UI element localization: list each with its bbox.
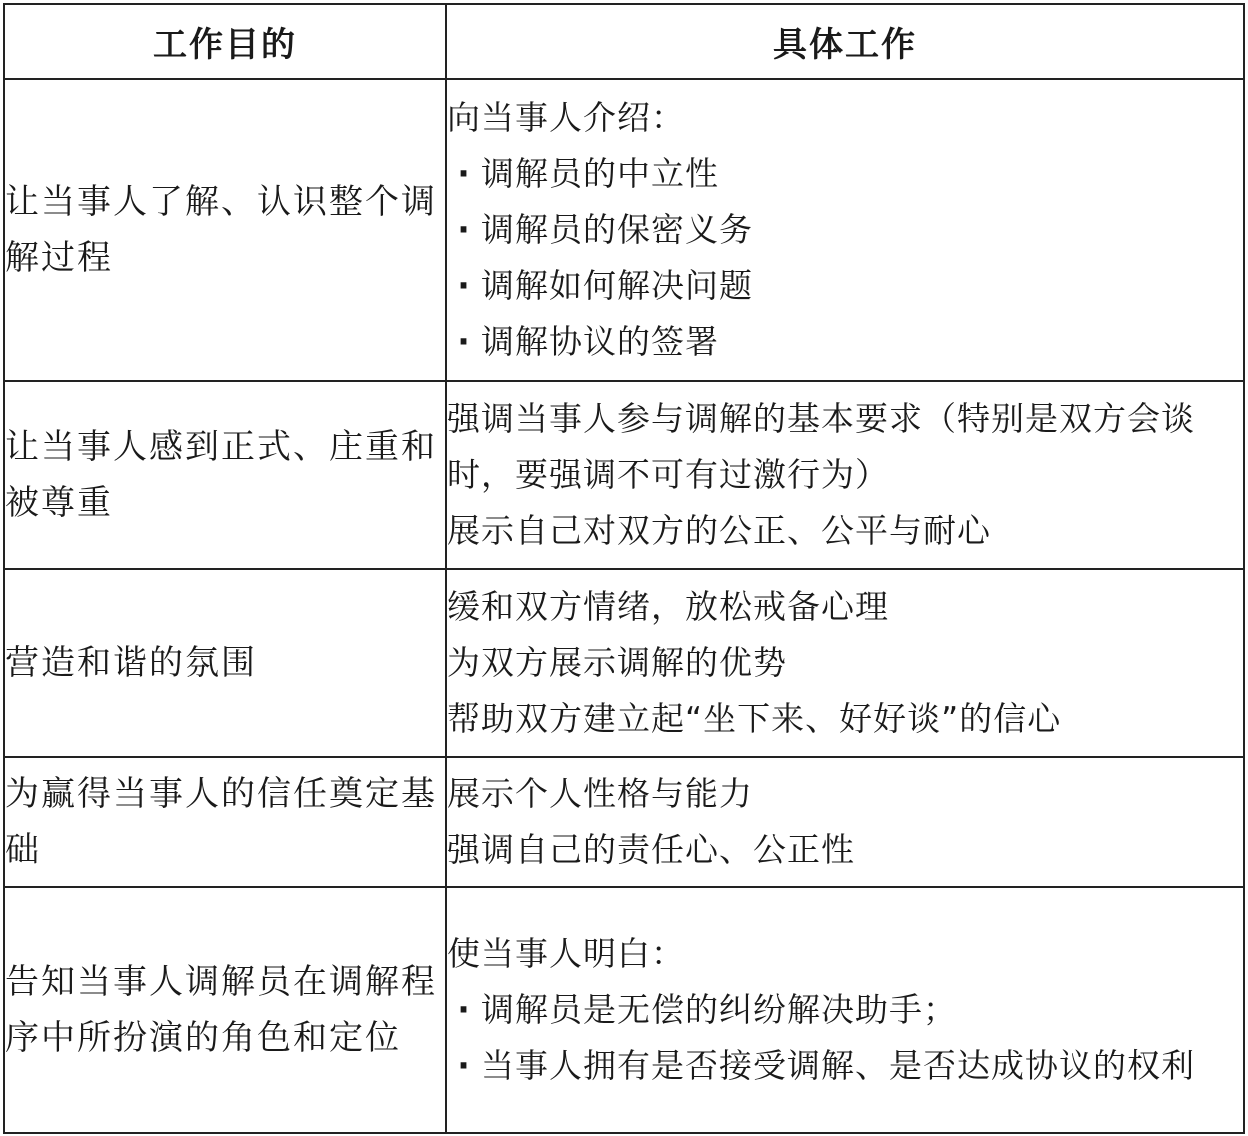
bullet-dot: ·	[457, 266, 471, 305]
table-row	[4, 569, 1244, 757]
table-row	[4, 381, 1244, 569]
work-line: 缓和双方情绪，放松戒备心理	[447, 587, 889, 626]
table-row	[4, 757, 1244, 887]
work-cell	[446, 887, 1244, 1133]
work-line: 为双方展示调解的优势	[447, 643, 787, 682]
bullet-text: 当事人拥有是否接受调解、是否达成协议的权利	[481, 1046, 1195, 1085]
header-purpose: 工作目的	[4, 4, 446, 79]
bullet-item	[447, 982, 1243, 1038]
table-row	[4, 887, 1244, 1133]
bullet-dot: ·	[457, 990, 471, 1029]
work-line: 向当事人介绍：	[447, 98, 685, 137]
bullet-dot: ·	[457, 210, 471, 249]
bullet-item	[447, 258, 1243, 314]
purpose-cell: 让当事人感到正式、庄重和被尊重	[4, 381, 446, 569]
bullet-dot: ·	[457, 154, 471, 193]
bullet-item	[447, 314, 1243, 370]
bullet-item	[447, 1038, 1243, 1094]
bullet-item	[447, 202, 1243, 258]
work-line: 使当事人明白：	[447, 934, 685, 973]
table-row	[4, 79, 1244, 381]
work-cell	[446, 381, 1244, 569]
work-line: 帮助双方建立起“坐下来、好好谈”的信心	[447, 699, 1062, 738]
header-work: 具体工作	[446, 4, 1244, 79]
purpose-cell: 告知当事人调解员在调解程序中所扮演的角色和定位	[4, 887, 446, 1133]
work-cell	[446, 757, 1244, 887]
work-cell	[446, 79, 1244, 381]
bullet-item	[447, 146, 1243, 202]
work-line: 展示个人性格与能力	[447, 774, 753, 813]
purpose-cell: 为赢得当事人的信任奠定基础	[4, 757, 446, 887]
work-cell	[446, 569, 1244, 757]
bullet-text: 调解如何解决问题	[481, 266, 753, 305]
bullet-dot: ·	[457, 322, 471, 361]
purpose-cell: 营造和谐的氛围	[4, 569, 446, 757]
bullet-dot: ·	[457, 1046, 471, 1085]
work-line: 强调当事人参与调解的基本要求（特别是双方会谈时，要强调不可有过激行为）	[447, 399, 1195, 494]
bullet-text: 调解协议的签署	[481, 322, 719, 361]
purpose-work-table	[3, 3, 1245, 1134]
table-header-row	[4, 4, 1244, 79]
bullet-text: 调解员的中立性	[481, 154, 719, 193]
purpose-cell: 让当事人了解、认识整个调解过程	[4, 79, 446, 381]
bullet-text: 调解员是无偿的纠纷解决助手；	[481, 990, 957, 1029]
bullet-text: 调解员的保密义务	[481, 210, 753, 249]
work-line: 展示自己对双方的公正、公平与耐心	[447, 511, 991, 550]
work-line: 强调自己的责任心、公正性	[447, 830, 855, 869]
